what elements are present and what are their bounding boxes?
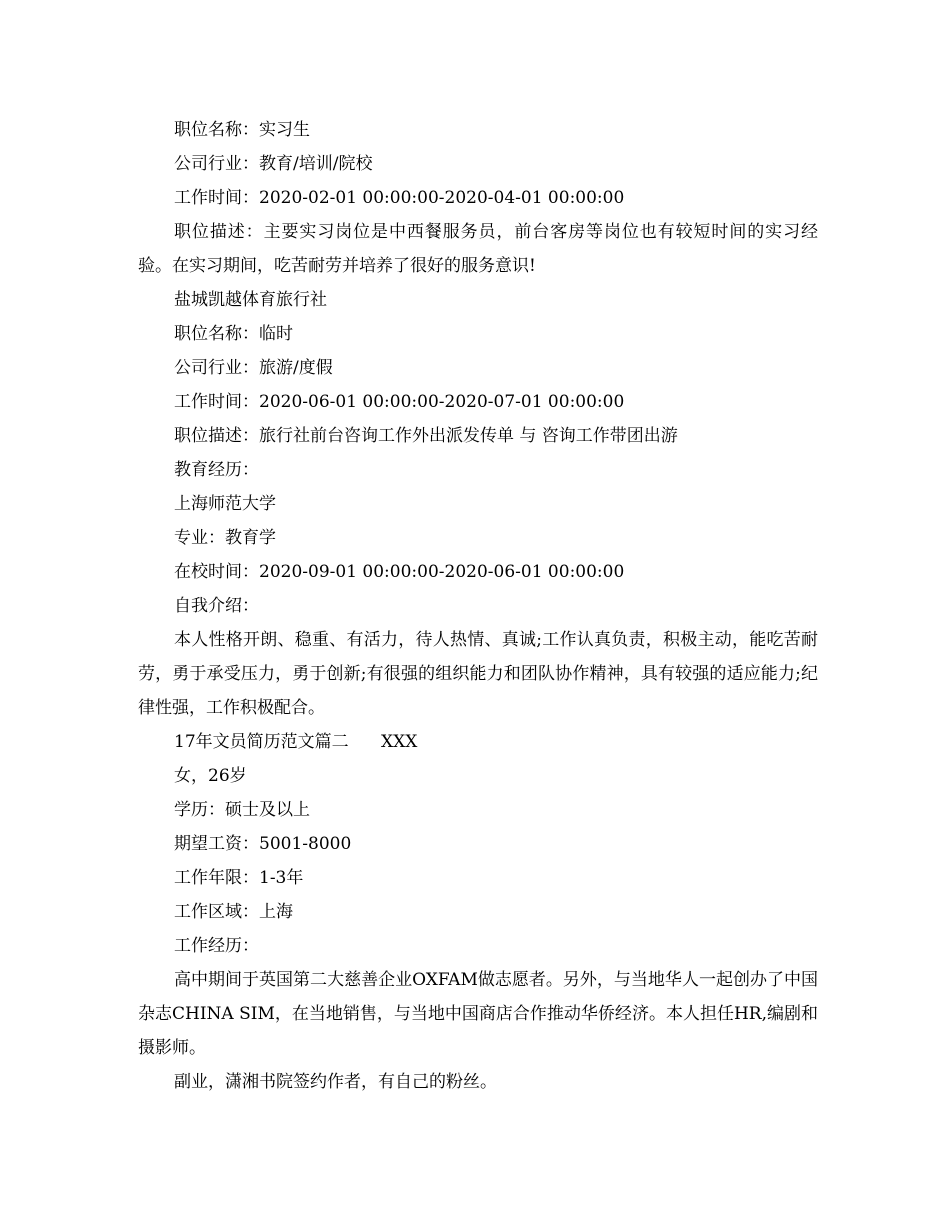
position-title-2: 职位名称：临时	[174, 324, 293, 344]
company-name-2: 盐城凯越体育旅行社	[174, 290, 327, 310]
degree: 学历：硕士及以上	[174, 800, 310, 820]
industry-2: 公司行业：旅游/度假	[174, 358, 333, 378]
side-job-text: 副业，潇湘书院签约作者，有自己的粉丝。	[174, 1072, 497, 1092]
industry-1: 公司行业：教育/培训/院校	[174, 154, 373, 174]
position-title-1: 职位名称：实习生	[174, 120, 310, 140]
self-intro-heading: 自我介绍：	[174, 596, 259, 616]
sample-two-heading: 17年文员简历范文篇二 XXX	[174, 732, 418, 752]
study-period: 在校时间：2020-09-01 00:00:00-2020-06-01 00:00:00	[174, 562, 625, 582]
work-period-2: 工作时间：2020-06-01 00:00:00-2020-07-01 00:00:00	[174, 392, 625, 412]
work-region: 工作区域：上海	[174, 902, 293, 922]
expected-salary: 期望工资：5001-8000	[174, 834, 352, 854]
job-description-1: 职位描述：主要实习岗位是中西餐服务员，前台客房等岗位也有较短时间的实习经验。在实习期间，吃苦耐劳并培养了很好的服务意识!	[138, 222, 818, 276]
major: 专业：教育学	[174, 528, 276, 548]
work-experience-heading: 工作经历：	[174, 936, 259, 956]
gender-age: 女，26岁	[174, 766, 247, 786]
school-name: 上海师范大学	[174, 494, 276, 514]
work-years: 工作年限：1-3年	[174, 868, 304, 888]
self-intro-text: 本人性格开朗、稳重、有活力，待人热情、真诚;工作认真负责，积极主动，能吃苦耐劳，勇于承受压力，勇于创新;有很强的组织能力和团队协作精神，具有较强的适应能力;纪律性强，工作积极配合。	[138, 630, 818, 718]
job-description-2: 职位描述：旅行社前台咨询工作外出派发传单 与 咨询工作带团出游	[174, 426, 678, 446]
document-body	[138, 113, 818, 1099]
work-experience-text: 高中期间于英国第二大慈善企业OXFAM做志愿者。另外，与当地华人一起创办了中国杂志CHINA SIM，在当地销售，与当地中国商店合作推动华侨经济。本人担任HR,编剧和摄影师。	[138, 970, 818, 1058]
education-heading: 教育经历：	[174, 460, 259, 480]
work-period-1: 工作时间：2020-02-01 00:00:00-2020-04-01 00:00:00	[174, 188, 625, 208]
